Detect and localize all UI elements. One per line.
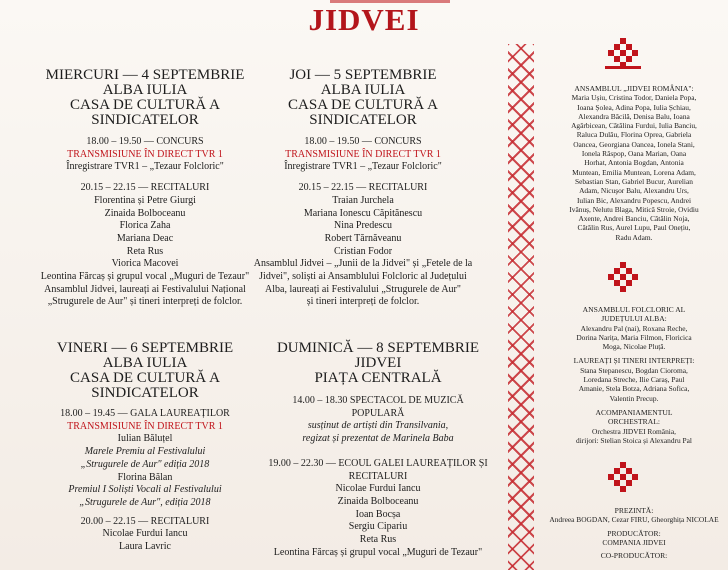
day-block-friday xyxy=(30,341,260,554)
performer: Reta Rus xyxy=(359,534,397,546)
performer: Cristian Fodor xyxy=(333,245,393,257)
credits-line: Ivănuș, Nelutu Blaga, Mitică Stroie, Ovidiu xyxy=(569,204,699,214)
performer: Viorica Macovei xyxy=(111,258,179,270)
broadcast-note: TRANSMISIUNE ÎN DIRECT TVR 1 xyxy=(285,148,441,160)
day-venue: SINDICATELOR xyxy=(91,385,199,401)
credits-line: Muntean, Emilia Muntean, Lorena Adam, xyxy=(572,167,696,177)
performer: Mariana Deac xyxy=(116,232,174,244)
folk-pattern-divider xyxy=(508,44,534,570)
event-time: 20.00 – 22.15 — RECITALURI xyxy=(80,515,210,527)
day-place: JIDVEI xyxy=(354,355,402,371)
paragraph-line: Alba, laureați ai Festivalului „Strugurele de Aur" xyxy=(265,283,461,295)
credits-heading: ANSAMBLUL FOLCLORIC AL xyxy=(582,305,686,314)
event-title: POPULARĂ xyxy=(351,407,405,419)
credits-line: Amanie, Stela Botza, Adriana Sofica, xyxy=(578,384,690,394)
performer: Nicolae Furdui Iancu xyxy=(102,528,188,540)
award-note: Marele Premiu al Festivalului xyxy=(84,446,206,458)
credits-line: Stana Stepanescu, Bogdan Cioroma, xyxy=(580,365,688,375)
schedule xyxy=(253,136,473,309)
day-block-wednesday xyxy=(30,68,260,309)
performer: Laura Lavric xyxy=(119,541,171,553)
performer: Florina Bălan xyxy=(117,471,173,483)
day-place: ALBA IULIA xyxy=(320,82,406,98)
day-heading: DUMINICĂ — 8 SEPTEMBRIE xyxy=(276,340,480,356)
paragraph-line: Ansamblul Jidvei – „Junii de la Jidvei" și „Fetele de la xyxy=(253,258,473,270)
credits-line: Axente, Andrei Banciu, Cătălin Noja, xyxy=(578,214,690,224)
event-time: 18.00 – 19.50 — CONCURS xyxy=(86,136,204,147)
credits-line: Alexandru Pal (nai), Roxana Reche, xyxy=(580,323,688,333)
credits-heading: ANSAMBLUL „JIDVEI ROMÂNIA": xyxy=(574,84,694,93)
performer: Leontina Fărcaș și grupul vocal „Muguri de Tezaur" xyxy=(273,546,483,558)
broadcast-note: TRANSMISIUNE ÎN DIRECT TVR 1 xyxy=(67,420,223,432)
performer: Zinaida Bolboceanu xyxy=(337,495,419,507)
performer: Florentina și Petre Giurgi xyxy=(94,194,196,206)
day-heading: VINERI — 6 SEPTEMBRIE xyxy=(56,340,234,356)
credits-line: dirijori: Stelian Stoica și Alexandru Pal xyxy=(576,435,692,445)
credits-line: Maria Ușiu, Cristina Todor, Daniela Popa, xyxy=(571,93,697,103)
performer: Traian Jurchela xyxy=(332,194,394,206)
broadcast-note: TRANSMISIUNE ÎN DIRECT TVR 1 xyxy=(67,148,223,160)
day-block-thursday xyxy=(253,67,473,309)
credits-line: Agârbicean, Cătălina Furdui, Iulia Banciu, xyxy=(571,121,697,131)
event-time: 19.00 – 22.30 — ECOUL GALEI LAUREAȚILOR ȘI xyxy=(268,457,488,469)
credits-line: Raluca Dulău, Florina Oprea, Gabriela xyxy=(576,130,692,140)
page-title: JIDVEI xyxy=(308,2,420,37)
day-place: ALBA IULIA xyxy=(102,355,188,371)
performer: Robert Tărnăveanu xyxy=(324,232,402,244)
credits-line: Sebastian Stan, Gabriel Bucur, Aurelian xyxy=(575,176,693,186)
performer: Sergiu Cipariu xyxy=(348,521,408,533)
day-venue: PIAȚA CENTRALĂ xyxy=(314,370,442,386)
performer: Reta Rus xyxy=(126,245,164,257)
performer: Nicolae Furdui Iancu xyxy=(335,483,421,495)
credits-line: Ioana Șolea, Adina Popa, Iulia Șchiau, xyxy=(577,102,691,112)
event-note: susținut de artiști din Transilvania, xyxy=(307,420,449,432)
performer: Leontina Fărcaș și grupul vocal „Muguri de Tezaur" xyxy=(40,271,250,283)
paragraph-line: Jidvei", soliști ai Ansamblului Folcloric al Județului xyxy=(259,271,467,283)
award-note: „Strugurele de Aur", ediția 2018 xyxy=(79,496,211,508)
recording-note: Înregistrare TVR1 – „Tezaur Folcloric" xyxy=(66,161,224,173)
credits-line: Orchestra JIDVEI România, xyxy=(592,426,676,436)
credits-heading: LAUREAȚI ȘI TINERI INTERPREȚI: xyxy=(573,356,695,366)
award-note: „Strugurele de Aur" ediția 2018 xyxy=(80,458,210,470)
credits-line: Oancea, Georgiana Oancea, Ionela Stani, xyxy=(573,139,695,149)
performer: Ioan Bocșa xyxy=(355,508,401,520)
day-venue: CASA DE CULTURĂ A xyxy=(70,97,220,113)
day-venue: CASA DE CULTURĂ A xyxy=(288,97,438,113)
event-title: RECITALURI xyxy=(348,470,408,482)
performer: Mariana Ionescu Căpitănescu xyxy=(303,207,423,219)
performer: Zinaida Bolboceanu xyxy=(104,207,186,219)
credits-line: Dorina Narița, Maria Filmon, Floricica xyxy=(576,332,692,342)
performer: Ansamblul Jidvei, laureați ai Festivalului Național xyxy=(44,283,246,295)
credits-heading: JUDEȚULUI ALBA: xyxy=(601,314,667,324)
credits-line: Horhat, Antonia Bogdan, Antonia xyxy=(584,158,684,168)
performer: Iulian Băluțel xyxy=(117,433,173,445)
performer: Florica Zaha xyxy=(119,220,171,232)
recording-note: Înregistrare TVR1 – „Tezaur Folcloric" xyxy=(284,161,442,173)
day-place: ALBA IULIA xyxy=(102,82,188,98)
event-time: 14.00 – 18.30 SPECTACOL DE MUZICĂ xyxy=(292,395,464,406)
folk-motif-icon xyxy=(605,38,641,72)
schedule xyxy=(30,408,260,554)
credits-line: Adam, Nicuşor Balu, Alexandru Urs, xyxy=(579,186,689,196)
schedule xyxy=(258,395,498,559)
credits-line: Cătălin Rus, Aurel Lupu, Paul Onețiu, xyxy=(577,223,691,233)
production-credits xyxy=(540,506,728,560)
performer: „Strugurele de Aur" și tineri interpreți de folclor. xyxy=(47,296,243,308)
event-time: 20.15 – 22.15 — RECITALURI xyxy=(298,182,428,194)
day-heading: MIERCURI — 4 SEPTEMBRIE xyxy=(45,67,245,83)
credits-line: Alexandra Băcilă, Denisa Balu, Ioana xyxy=(578,111,690,121)
ensemble-jidvei-credits xyxy=(540,84,728,242)
credits-line: Valentin Precup. xyxy=(609,393,659,403)
credits-heading: ACOMPANIAMENTUL xyxy=(595,407,673,417)
credits-line: Moga, Nicolae Pluță. xyxy=(602,342,666,352)
credits-heading: ORCHESTRAL: xyxy=(608,417,660,427)
event-time: 18.00 – 19.50 — CONCURS xyxy=(304,136,422,147)
performer: Nina Predescu xyxy=(333,220,393,232)
day-venue: CASA DE CULTURĂ A xyxy=(70,370,220,386)
credits-line: COMPANIA JIDVEI xyxy=(602,537,666,547)
paragraph-line: și tineri interpreți de folclor. xyxy=(306,296,420,308)
day-venue: SINDICATELOR xyxy=(309,112,417,128)
credits-heading: PRODUCĂTOR: xyxy=(607,528,661,538)
credits-line: Loredana Streche, Ilie Caraș, Paul xyxy=(583,375,685,385)
ensemble-alba-credits xyxy=(540,305,728,445)
ensemble-paragraph xyxy=(233,258,493,309)
folk-motif-icon xyxy=(605,262,641,296)
event-note: regizat și prezentat de Marinela Baba xyxy=(302,433,454,445)
credits-line: Ionela Râspop, Oana Marian, Oana xyxy=(581,149,687,159)
day-heading: JOI — 5 SEPTEMBRIE xyxy=(289,67,437,83)
folk-motif-icon xyxy=(605,462,641,496)
credits-line: Iulian Bic, Alexandru Popescu, Andrei xyxy=(576,195,692,205)
credits-line: Andreea BOGDAN, Cezar FIRU, Gheorghița NICOLAE xyxy=(549,515,719,525)
day-venue: SINDICATELOR xyxy=(91,112,199,128)
credits-heading: PREZINTĂ: xyxy=(614,506,654,515)
credits-line: Radu Adam. xyxy=(615,232,653,242)
award-note: Premiul I Soliști Vocali al Festivalului xyxy=(68,484,222,496)
event-time: 20.15 – 22.15 — RECITALURI xyxy=(80,182,210,194)
schedule xyxy=(30,136,260,309)
credits-heading: CO-PRODUCĂTOR: xyxy=(600,551,668,561)
event-time: 18.00 – 19.45 — GALA LAUREAȚILOR xyxy=(60,408,230,419)
day-block-sunday xyxy=(258,341,498,559)
